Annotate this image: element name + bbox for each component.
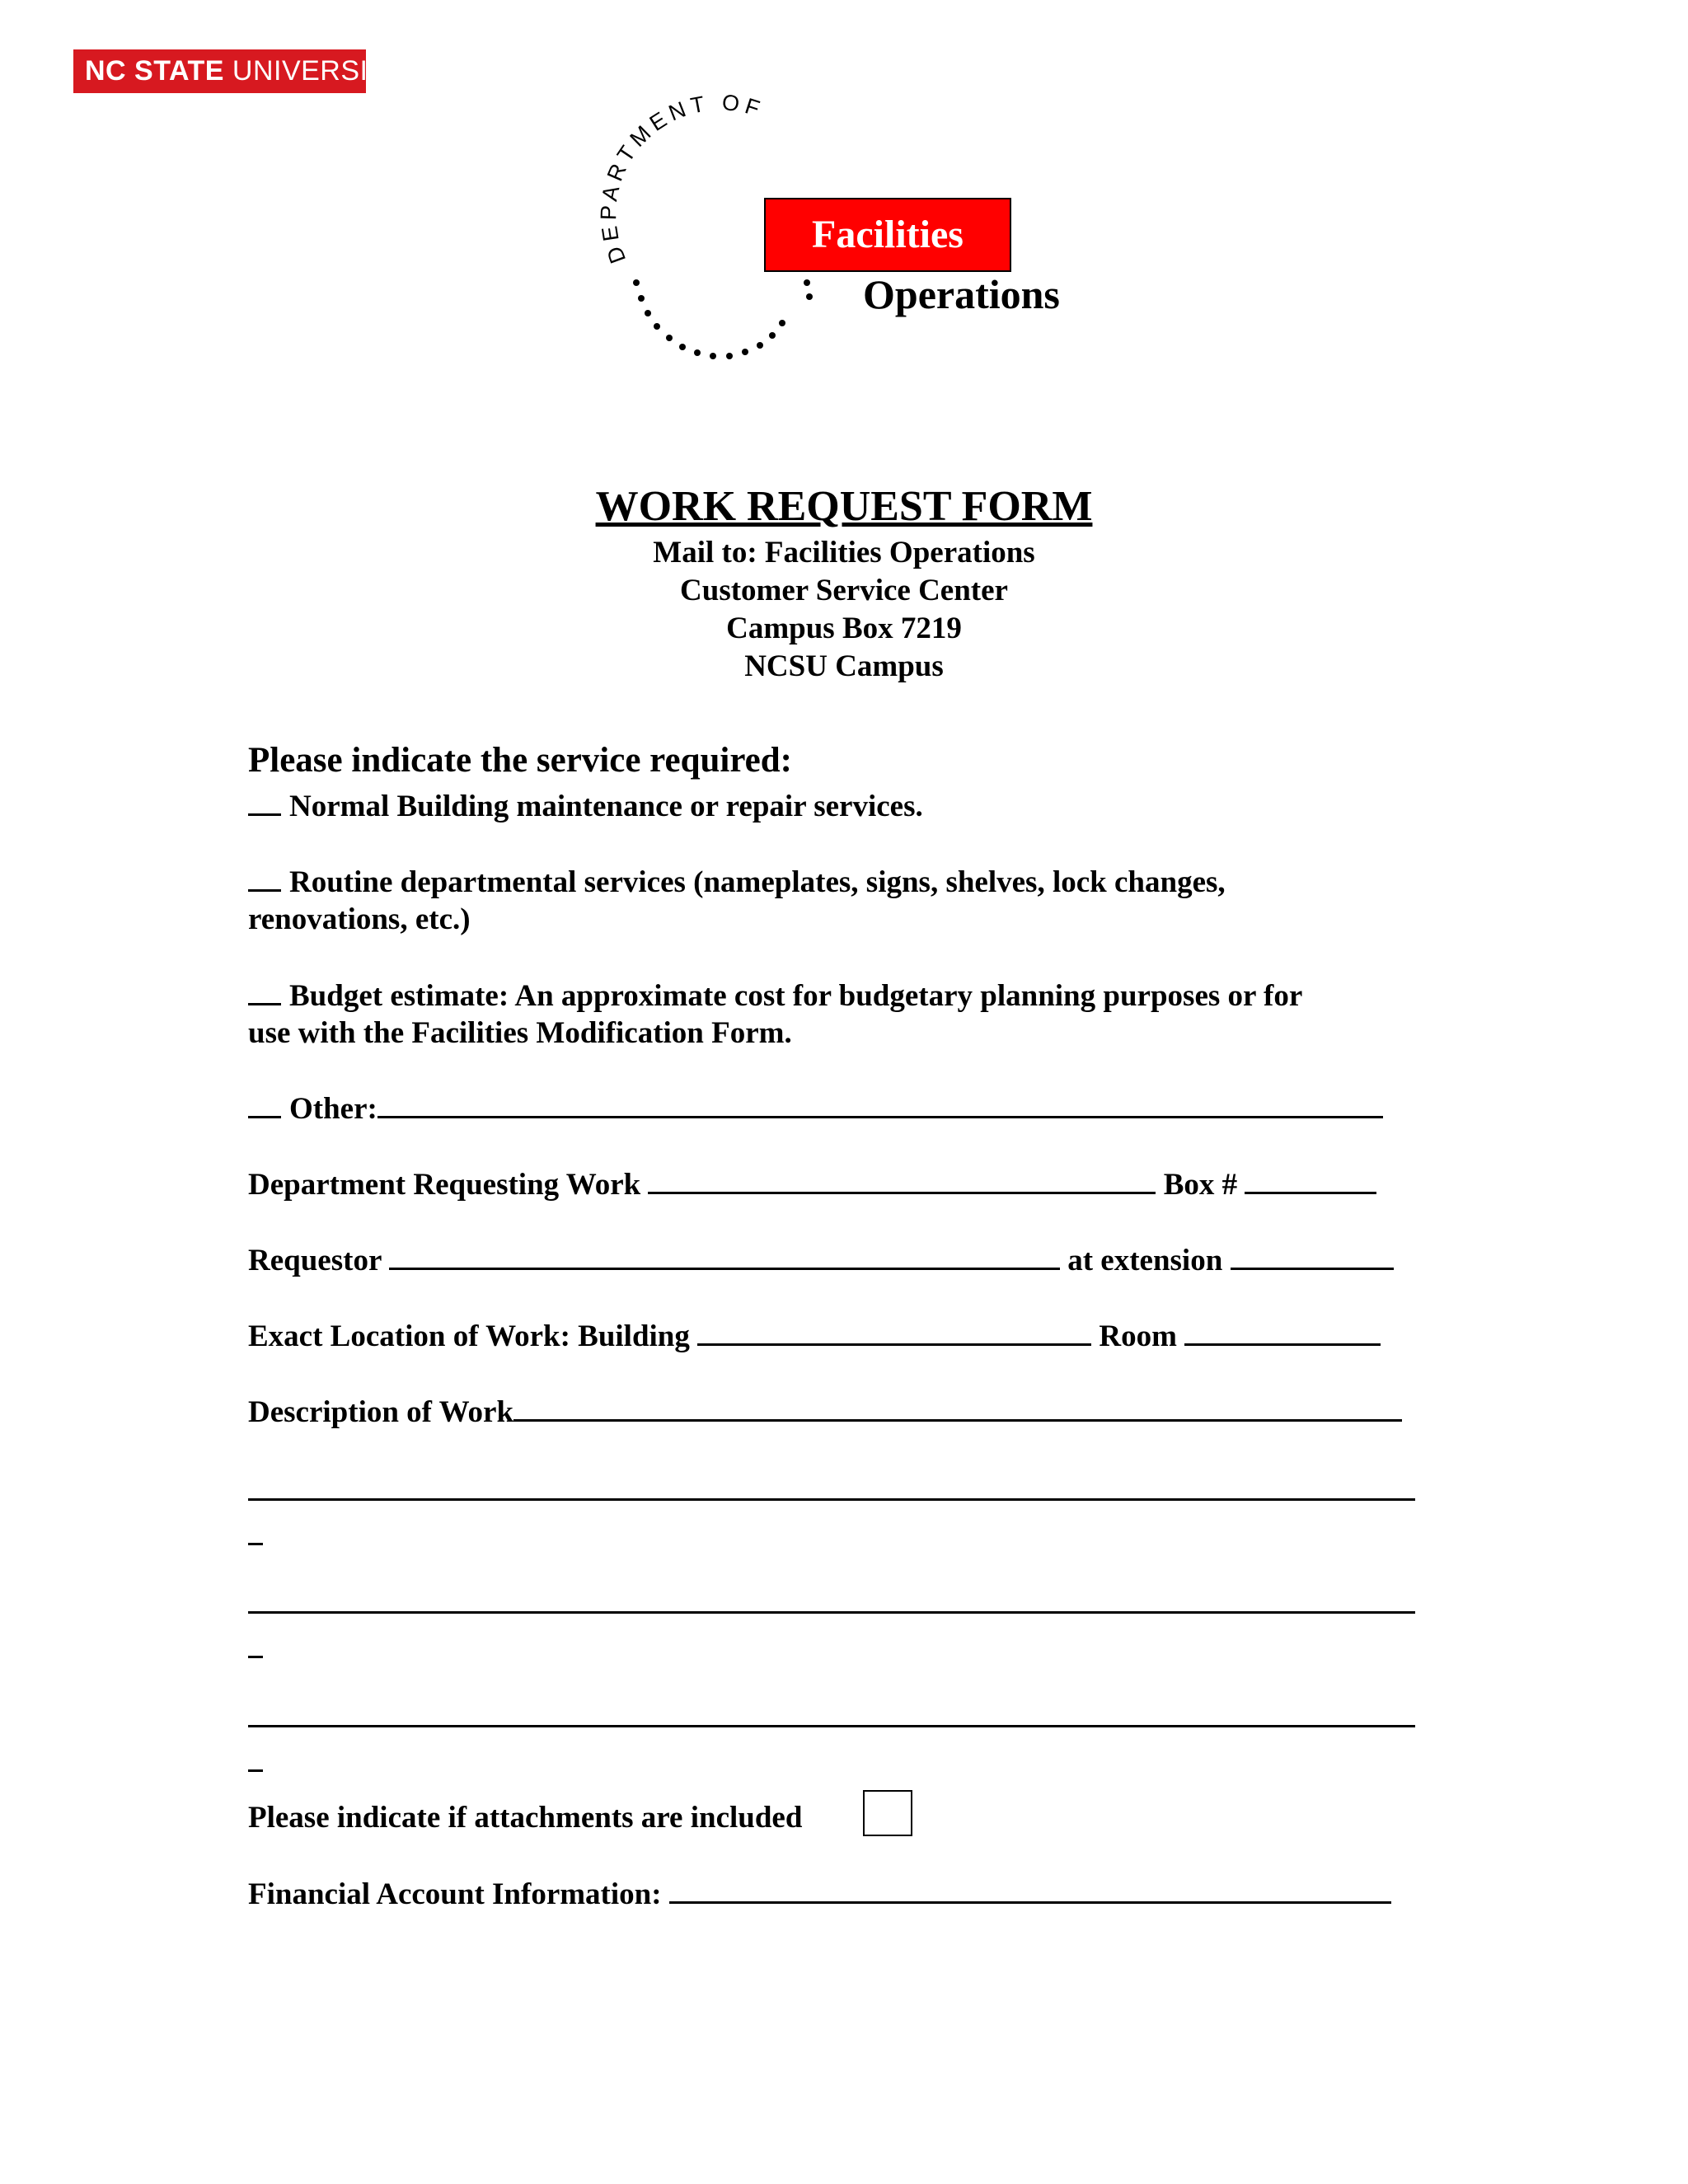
- building-field[interactable]: [697, 1317, 1091, 1346]
- facilities-label: Facilities: [764, 198, 1011, 272]
- option-budget-continued: use with the Facilities Modification Form.: [248, 1016, 792, 1050]
- room-label: Room: [1099, 1319, 1177, 1353]
- logo-nc-state: NC STATE: [85, 55, 224, 87]
- option-normal: [248, 787, 923, 826]
- seal-dots: [633, 279, 813, 359]
- mail-line-4: NCSU Campus: [744, 649, 944, 683]
- form-title: WORK REQUEST FORM: [595, 483, 1093, 530]
- option-budget-label: Budget estimate: An approximate cost for budgetary planning purposes or for: [289, 979, 1303, 1013]
- mailing-address: [0, 534, 1688, 686]
- department-label: Department Requesting Work: [248, 1168, 641, 1202]
- requestor-label: Requestor: [248, 1244, 382, 1277]
- description-field[interactable]: [513, 1393, 1402, 1422]
- description-line-3[interactable]: [248, 1725, 1415, 1727]
- box-label: Box #: [1163, 1168, 1238, 1202]
- location-row: [248, 1317, 1381, 1356]
- requestor-field[interactable]: [389, 1241, 1060, 1270]
- attachments-checkbox[interactable]: [863, 1790, 912, 1836]
- financial-field[interactable]: [669, 1875, 1391, 1904]
- option-routine-blank[interactable]: [248, 863, 281, 892]
- department-field[interactable]: [648, 1165, 1156, 1194]
- description-line-1-tail: [248, 1543, 263, 1545]
- extension-field[interactable]: [1231, 1241, 1394, 1270]
- attachments-label: Please indicate if attachments are included: [248, 1801, 803, 1835]
- description-row: [248, 1393, 1402, 1432]
- building-label: Exact Location of Work: Building: [248, 1319, 690, 1353]
- other-field[interactable]: [377, 1090, 1383, 1118]
- description-line-3-tail: [248, 1769, 263, 1772]
- logo-university: UNIVERSITY: [223, 55, 405, 87]
- operations-label: Operations: [863, 271, 1060, 317]
- option-routine-label: Routine departmental services (nameplates, signs, shelves, lock changes,: [289, 865, 1226, 899]
- option-normal-label: Normal Building maintenance or repair services.: [289, 790, 923, 823]
- option-normal-blank[interactable]: [248, 787, 281, 816]
- financial-label: Financial Account Information:: [248, 1877, 662, 1911]
- option-budget-blank[interactable]: [248, 977, 281, 1005]
- mail-line-2: Customer Service Center: [680, 574, 1008, 607]
- option-other-blank[interactable]: [248, 1090, 281, 1118]
- department-row: [248, 1165, 1376, 1204]
- description-label: Description of Work: [248, 1395, 514, 1429]
- description-line-2-tail: [248, 1656, 263, 1658]
- financial-row: [248, 1875, 1391, 1914]
- nc-state-university-logo: [73, 49, 405, 93]
- extension-label: at extension: [1067, 1244, 1223, 1277]
- option-routine-continued: renovations, etc.): [248, 902, 471, 936]
- box-field[interactable]: [1245, 1165, 1376, 1194]
- option-routine: [248, 863, 1226, 902]
- description-line-1[interactable]: [248, 1498, 1415, 1501]
- option-other-label: Other:: [289, 1092, 377, 1126]
- mail-line-3: Campus Box 7219: [726, 612, 962, 645]
- description-line-2[interactable]: [248, 1611, 1415, 1614]
- room-field[interactable]: [1184, 1317, 1381, 1346]
- seal-department-of-text: DEPARTMENT OF: [596, 89, 767, 267]
- service-heading: Please indicate the service required:: [248, 741, 792, 780]
- option-budget: [248, 977, 1302, 1015]
- option-other: [248, 1090, 1383, 1128]
- mail-line-1: Mail to: Facilities Operations: [653, 536, 1035, 569]
- requestor-row: [248, 1241, 1394, 1280]
